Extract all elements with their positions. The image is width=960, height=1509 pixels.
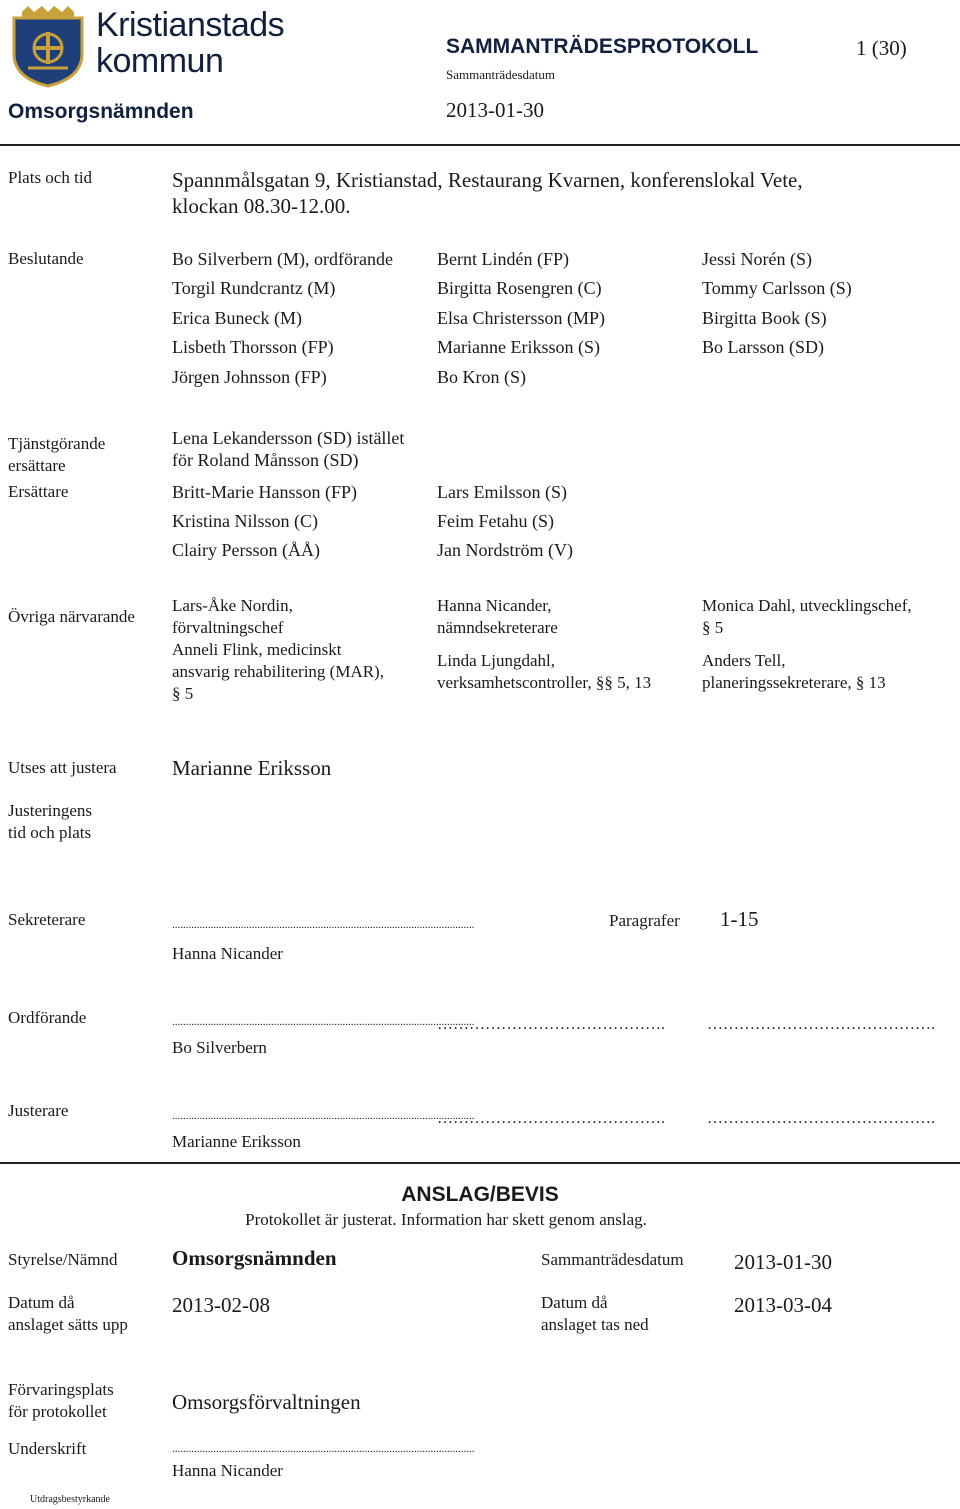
other-present: Anders Tell, [702,651,786,670]
adjust-label: Utses att justera [8,758,117,777]
adjuster-name: Marianne Eriksson [172,756,332,780]
meeting-date: 2013-01-30 [446,98,544,122]
other-present: verksamhetscontroller, §§ 5, 13 [437,673,652,692]
member: Bo Larsson (SD) [702,337,824,357]
member: Bernt Lindén (FP) [437,249,569,269]
member: Bo Kron (S) [437,367,526,387]
place-line1: Spannmålsgatan 9, Kristianstad, Restaurang Kvarnen, konferenslokal Vete, [172,168,803,192]
serving-substitute-label-1: Tjänstgörande [8,434,106,453]
secretary-signature-line: .............................................................................................................. [172,919,475,931]
place-line2: klockan 08.30-12.00. [172,194,351,218]
storage-label-2: för protokollet [8,1402,107,1421]
substitute: Feim Fetahu (S) [437,511,554,531]
member: Marianne Eriksson (S) [437,337,600,357]
posted-label-2: anslaget sätts upp [8,1315,128,1334]
notice-meeting-date: 2013-01-30 [734,1250,832,1274]
paragraphs-label: Paragrafer [609,911,680,930]
deciding-label: Beslutande [8,249,84,268]
member: Bo Silverbern (M), ordförande [172,249,393,269]
member: Erica Buneck (M) [172,308,302,328]
member: Lisbeth Thorsson (FP) [172,337,334,357]
others-label: Övriga närvarande [8,607,135,626]
justifier-name: Marianne Eriksson [172,1132,301,1151]
chair-name: Bo Silverbern [172,1038,267,1057]
adjust-time-label-1: Justeringens [8,801,93,820]
header-divider [0,144,960,146]
member: Jörgen Johnsson (FP) [172,367,327,387]
municipality-crest [8,4,88,88]
signature-name: Hanna Nicander [172,1461,283,1480]
signature-label: Underskrift [8,1439,87,1458]
other-present: Linda Ljungdahl, [437,651,556,670]
substitute: Kristina Nilsson (C) [172,511,318,531]
member: Birgitta Book (S) [702,308,827,328]
posted-date: 2013-02-08 [172,1293,270,1317]
other-present: förvaltningschef [172,618,284,637]
other-present: § 5 [172,684,194,703]
logo-wordmark-line2: kommun [96,42,224,80]
logo-wordmark-line1: Kristianstads [96,6,285,44]
justifier-extra-line-1: ……………………………………. [437,1110,665,1127]
substitute: Jan Nordström (V) [437,540,573,560]
board-name: Omsorgsnämnden [8,100,194,123]
place-label: Plats och tid [8,168,93,187]
paragraphs-range: 1-15 [720,907,759,931]
member: Jessi Norén (S) [702,249,812,269]
member: Tommy Carlsson (S) [702,278,852,298]
other-present: § 5 [702,618,724,637]
chair-extra-line-1: ……………………………………. [437,1016,665,1033]
secretary-label: Sekreterare [8,910,86,929]
other-present: Lars-Åke Nordin, [172,596,293,615]
notice-subtitle: Protokollet är justerat. Information har skett genom anslag. [245,1210,647,1229]
meeting-date-label: Sammanträdesdatum [446,67,556,82]
justifier-label: Justerare [8,1101,69,1120]
document-type: SAMMANTRÄDESPROTOKOLL [446,35,759,58]
storage-place: Omsorgsförvaltningen [172,1390,361,1414]
serving-substitute-label-2: ersättare [8,456,66,475]
serving-substitute-line2: för Roland Månsson (SD) [172,450,359,470]
notice-board: Omsorgsnämnden [172,1246,337,1270]
serving-substitute-line1: Lena Lekandersson (SD) istället [172,428,405,448]
adjust-time-label-2: tid och plats [8,823,92,842]
notice-meeting-date-label: Sammanträdesdatum [541,1250,684,1269]
footer-extract-label: Utdragsbestyrkande [30,1494,110,1505]
justifier-signature-line: .............................................................................................................. [172,1110,475,1122]
substitute: Britt-Marie Hansson (FP) [172,482,357,502]
other-present: ansvarig rehabilitering (MAR), [172,662,384,681]
member: Birgitta Rosengren (C) [437,278,602,298]
member: Torgil Rundcrantz (M) [172,278,336,298]
chair-extra-line-2: ……………………………………. [707,1016,935,1033]
justifier-extra-line-2: ……………………………………. [707,1110,935,1127]
other-present: nämndsekreterare [437,618,558,637]
storage-label-1: Förvaringsplats [8,1380,114,1399]
signature-line: .............................................................................................................. [172,1443,475,1455]
notice-title: ANSLAG/BEVIS [401,1183,559,1206]
substitute: Lars Emilsson (S) [437,482,567,502]
member: Elsa Christersson (MP) [437,308,605,328]
removed-label-1: Datum då [541,1293,608,1312]
removed-date: 2013-03-04 [734,1293,832,1317]
other-present: Monica Dahl, utvecklingschef, [702,596,912,615]
substitute: Clairy Persson (ÅÅ) [172,540,320,560]
other-present: Anneli Flink, medicinskt [172,640,342,659]
page-number: 1 (30) [856,36,907,60]
notice-divider [0,1162,960,1164]
chair-signature-line: .............................................................................................................. [172,1016,475,1028]
secretary-name: Hanna Nicander [172,944,283,963]
chair-label: Ordförande [8,1008,87,1027]
other-present: planeringssekreterare, § 13 [702,673,886,692]
other-present: Hanna Nicander, [437,596,552,615]
substitutes-label: Ersättare [8,482,69,501]
notice-board-label: Styrelse/Nämnd [8,1250,118,1269]
removed-label-2: anslaget tas ned [541,1315,649,1334]
posted-label-1: Datum då [8,1293,75,1312]
